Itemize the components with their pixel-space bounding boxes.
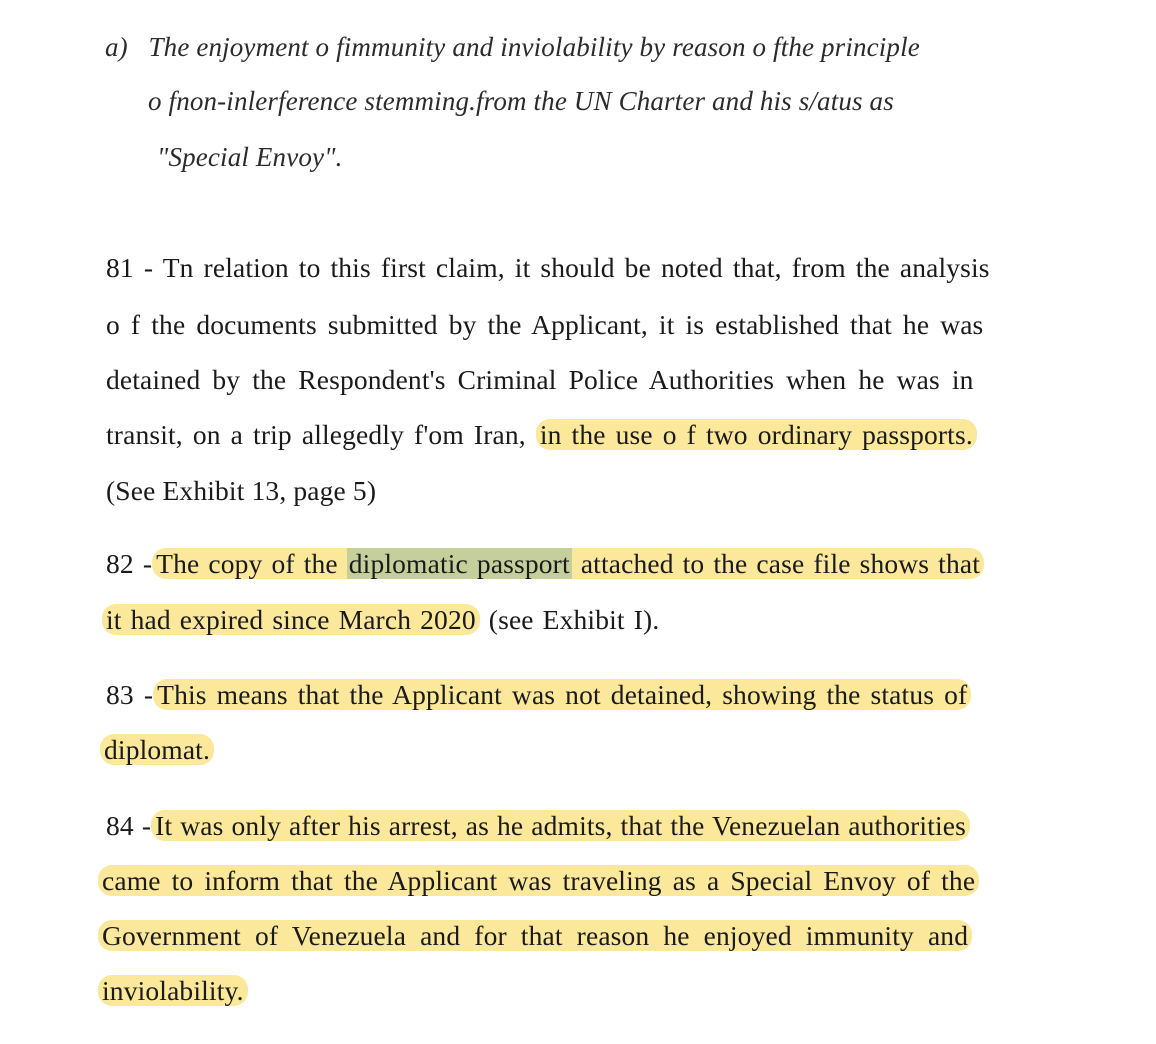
heading-line-2 xyxy=(148,81,894,121)
p82-highlight-2: it had expired since March 2020 xyxy=(102,604,480,635)
p84-line-3 xyxy=(98,916,972,956)
p82-highlight-1-text: The copy of the xyxy=(156,548,338,579)
p81-text-2: o f the documents submitted by the Applicant, it is established that he was xyxy=(106,309,984,340)
p83-dash: - xyxy=(143,679,154,710)
p81-exhibit-ref: (See Exhibit 13, page 5) xyxy=(106,475,377,506)
p81-text-3: detained by the Respondent's Criminal Police Authorities when he was in xyxy=(106,364,974,395)
p84-number: 84 xyxy=(106,810,134,841)
heading-text-1: The enjoyment o fimmunity and inviolability by reason o fthe principle xyxy=(148,32,920,62)
p81-line-4 xyxy=(106,415,977,455)
p83-line-1 xyxy=(106,675,971,715)
p81-line-1 xyxy=(106,248,990,288)
p82-highlight-1 xyxy=(152,548,984,579)
p84-highlight-2: came to inform that the Applicant was traveling as a Special Envoy of the xyxy=(98,865,979,896)
p81-highlight: in the use o f two ordinary passports. xyxy=(536,419,977,450)
heading-text-2: o fnon-inlerference stemming.from the UN Charter and his s/atus as xyxy=(148,86,894,116)
heading-marker: a) xyxy=(105,32,128,62)
p81-text-1: Tn relation to this first claim, it should be noted that, from the analysis xyxy=(162,252,990,283)
heading-line-1 xyxy=(105,27,920,67)
p82-number: 82 xyxy=(106,548,134,579)
p82-dash: - xyxy=(142,548,153,579)
p83-number: 83 xyxy=(106,679,134,710)
p81-line-2 xyxy=(106,305,983,345)
p84-dash: - xyxy=(141,810,152,841)
p84-line-1 xyxy=(106,806,970,846)
p83-highlight-1: This means that the Applicant was not detained, showing the status of xyxy=(153,679,971,710)
p83-line-2 xyxy=(100,730,214,770)
p81-line-5 xyxy=(106,471,376,511)
p82-diplomatic-passport-highlight: diplomatic passport xyxy=(348,548,570,579)
p82-exhibit-ref: (see Exhibit I). xyxy=(488,604,660,635)
p84-highlight-1: It was only after his arrest, as he admits, that the Venezuelan authorities xyxy=(151,810,970,841)
p81-dash: - xyxy=(143,252,154,283)
p84-highlight-3: Government of Venezuela and for that reason he enjoyed immunity and xyxy=(98,920,972,951)
p82-line-1 xyxy=(106,544,984,584)
p84-line-2 xyxy=(98,861,979,901)
p84-line-4 xyxy=(98,971,248,1011)
p81-number: 81 xyxy=(106,252,134,283)
p82-line-2 xyxy=(102,600,659,640)
p81-line-3 xyxy=(106,360,974,400)
heading-text-3: "Special Envoy". xyxy=(157,142,343,172)
p81-text-4: transit, on a trip allegedly f'om Iran, xyxy=(106,419,526,450)
p83-highlight-2: diplomat. xyxy=(100,734,214,765)
heading-line-3 xyxy=(157,137,343,177)
p82-highlight-1-text-b: attached to the case file shows that xyxy=(580,548,981,579)
p84-highlight-4: inviolability. xyxy=(98,975,248,1006)
